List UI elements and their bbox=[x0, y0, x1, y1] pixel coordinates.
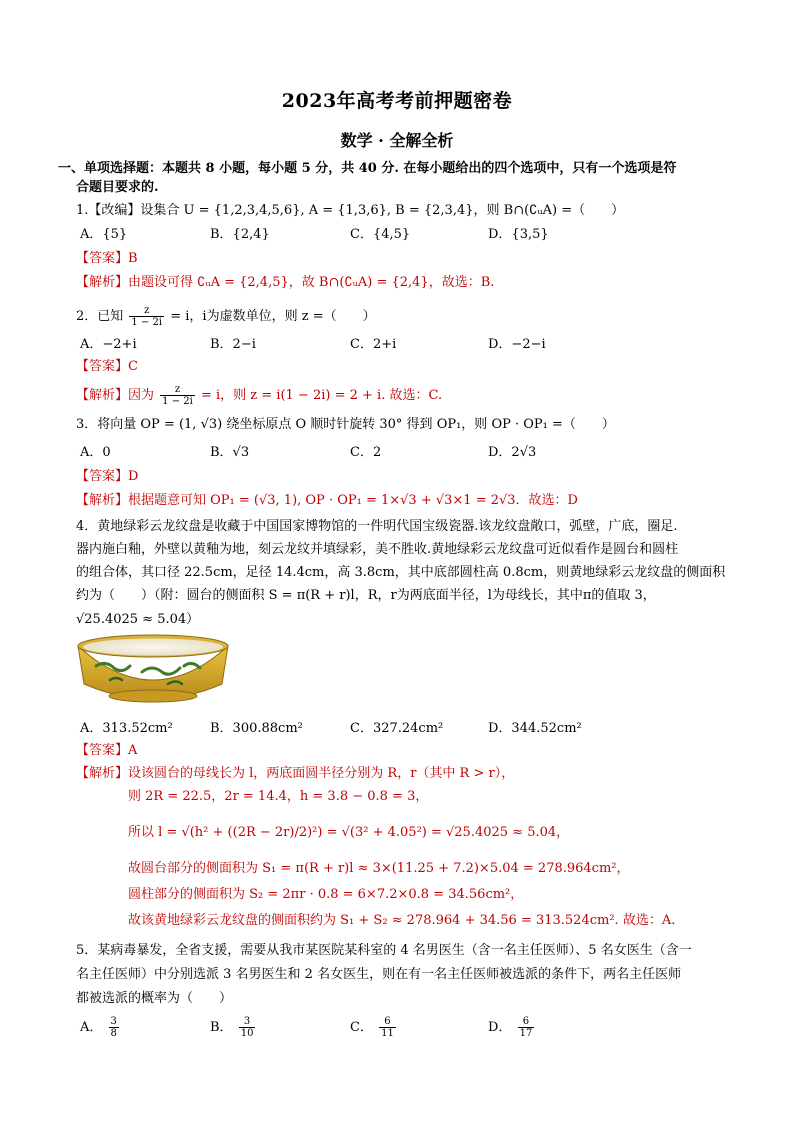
q4-stem-line-1: 4．黄地绿彩云龙纹盘是收藏于中国国家博物馆的一件明代国宝级瓷器.该龙纹盘敞口，弧壁，广底，圈足. bbox=[76, 519, 678, 534]
q3-option-d: D．2√3 bbox=[488, 445, 537, 460]
q4-stem-line-5: √25.4025 ≈ 5.04） bbox=[76, 612, 200, 627]
q2-fraction-num: z bbox=[129, 305, 164, 317]
q4-stem-line-2: 器内施白釉，外壁以黄釉为地，刻云龙纹并填绿彩，美不胜收.黄地绿彩云龙纹盘可近似看作是圆台和圆柱 bbox=[76, 542, 679, 557]
q1-option-b: B．{2,4} bbox=[210, 227, 270, 242]
q2-stem-pre: 2．已知 bbox=[76, 309, 124, 324]
q2-option-b: B．2−i bbox=[210, 337, 256, 352]
q5-option-a-fraction bbox=[109, 1016, 119, 1039]
q5-stem-line-1: 5．某病毒暴发，全省支援，需要从我市某医院某科室的 4 名男医生（含一名主任医师）、5 名女医生（含一 bbox=[76, 943, 692, 958]
q5-option-d-num: 6 bbox=[518, 1016, 535, 1028]
q4-option-c: C．327.24cm² bbox=[350, 721, 444, 736]
q4-answer: 【答案】A bbox=[76, 743, 138, 758]
q5-option-b-den: 10 bbox=[240, 1028, 254, 1039]
q3-option-a: A．0 bbox=[80, 445, 111, 460]
q3-stem: 3．将向量 OP = (1, √3) 绕坐标原点 O 顺时针旋转 30° 得到 OP₁，则 OP · OP₁ =（ ） bbox=[76, 417, 615, 432]
q1-stem: 1.【改编】设集合 U = {1,2,3,4,5,6}, A = {1,3,6}, B = {2,3,4}，则 B∩(∁ᵤA) =（ ） bbox=[76, 203, 625, 218]
q5-option-c-den: 11 bbox=[381, 1028, 394, 1039]
q5-option-d-label: D． bbox=[488, 1020, 512, 1035]
q2-analysis-pre: 【解析】因为 bbox=[76, 388, 155, 403]
q4-option-d: D．344.52cm² bbox=[488, 721, 582, 736]
q2-fraction-den: 1 − 2i bbox=[131, 317, 163, 328]
q5-option-b-label: B． bbox=[210, 1020, 233, 1035]
q2-analysis-num: z bbox=[160, 384, 195, 396]
document-title: 2023年高考考前押题密卷 bbox=[281, 90, 513, 112]
q4-analysis-line-4: 故圆台部分的侧面积为 S₁ = π(R + r)l ≈ 3×(11.25 + 7.2)×5.04 = 278.964cm²， bbox=[128, 861, 630, 876]
q4-analysis-line-6: 故该黄地绿彩云龙纹盘的侧面积约为 S₁ + S₂ ≈ 278.964 + 34.56 = 313.524cm². 故选：A. bbox=[128, 913, 676, 928]
q1-answer: 【答案】B bbox=[76, 251, 138, 266]
q5-option-c-num: 6 bbox=[379, 1016, 396, 1028]
q5-option-c-fraction bbox=[379, 1016, 396, 1039]
q2-analysis-den: 1 − 2i bbox=[162, 396, 193, 407]
q2-fraction bbox=[129, 305, 164, 328]
q4-analysis-line-5: 圆柱部分的侧面积为 S₂ = 2πr · 0.8 = 6×7.2×0.8 = 34.56cm²， bbox=[128, 887, 524, 902]
q2-analysis bbox=[76, 384, 442, 407]
q2-option-a: A．−2+i bbox=[80, 337, 137, 352]
q5-option-c bbox=[350, 1016, 398, 1039]
q4-option-a: A．313.52cm² bbox=[80, 721, 173, 736]
section-heading-cont: 合题目要求的. bbox=[76, 180, 159, 195]
q2-analysis-post: = i，则 z = i(1 − 2i) = 2 + i. 故选：C. bbox=[200, 388, 443, 403]
q1-analysis: 【解析】由题设可得 ∁ᵤA = {2,4,5}，故 B∩(∁ᵤA) = {2,4}，故选：B. bbox=[76, 275, 495, 290]
q3-option-b: B．√3 bbox=[210, 445, 250, 460]
q4-stem-line-4: 约为（ ）（附：圆台的侧面积 S = π(R + r)l，R，r为两底面半径，l为母线长，其中π的值取 3， bbox=[76, 588, 656, 603]
q5-option-a bbox=[80, 1016, 121, 1039]
q4-analysis-line-2: 则 2R = 22.5，2r = 14.4，h = 3.8 − 0.8 = 3， bbox=[128, 789, 429, 804]
q1-option-d: D．{3,5} bbox=[488, 227, 549, 242]
q5-option-a-label: A． bbox=[80, 1020, 103, 1035]
q5-option-d bbox=[488, 1016, 536, 1039]
q5-option-a-num: 3 bbox=[110, 1016, 117, 1027]
q2-stem-post: = i，i为虚数单位，则 z =（ ） bbox=[170, 309, 376, 324]
q5-option-b bbox=[210, 1016, 257, 1039]
q2-option-c: C．2+i bbox=[350, 337, 397, 352]
q5-option-c-label: C． bbox=[350, 1020, 373, 1035]
q2-stem bbox=[76, 305, 376, 328]
q5-stem-line-3: 都被选派的概率为（ ） bbox=[76, 991, 233, 1006]
q5-option-b-fraction bbox=[239, 1016, 256, 1039]
q1-option-c: C．{4,5} bbox=[350, 227, 411, 242]
section-heading: 一、单项选择题：本题共 8 小题，每小题 5 分，共 40 分. 在每小题给出的四个选项中，只有一个选项是符 bbox=[58, 161, 677, 176]
q2-answer: 【答案】C bbox=[76, 359, 138, 374]
q1-option-a: A．{5} bbox=[80, 227, 128, 242]
q5-option-d-den: 17 bbox=[519, 1028, 533, 1039]
q5-option-b-num: 3 bbox=[239, 1016, 256, 1028]
bowl-image bbox=[72, 632, 234, 708]
q3-option-c: C．2 bbox=[350, 445, 382, 460]
q5-option-a-den: 8 bbox=[110, 1028, 117, 1039]
q5-option-d-fraction bbox=[518, 1016, 535, 1039]
q2-option-d: D．−2−i bbox=[488, 337, 546, 352]
q3-answer: 【答案】D bbox=[76, 469, 139, 484]
q4-analysis-line-3: 所以 l = √(h² + ((2R − 2r)/2)²) = √(3² + 4.05²) = √25.4025 ≈ 5.04， bbox=[128, 825, 570, 840]
q3-analysis: 【解析】根据题意可知 OP₁ = (√3, 1), OP · OP₁ = 1×√3 + √3×1 = 2√3．故选：D bbox=[76, 493, 578, 508]
q4-option-b: B．300.88cm² bbox=[210, 721, 303, 736]
q4-analysis-line-1: 【解析】设该圆台的母线长为 l，两底面圆半径分别为 R，r（其中 R > r）， bbox=[76, 766, 515, 781]
q5-stem-line-2: 名主任医师）中分别选派 3 名男医生和 2 名女医生，则在有一名主任医师被选派的条件下，两名主任医师 bbox=[76, 967, 682, 982]
document-subtitle: 数学 · 全解全析 bbox=[340, 131, 454, 150]
q2-analysis-fraction bbox=[160, 384, 195, 407]
q4-stem-line-3: 的组合体，其口径 22.5cm，足径 14.4cm，高 3.8cm，其中底部圆柱高 0.8cm，则黄地绿彩云龙纹盘的侧面积 bbox=[76, 565, 726, 580]
